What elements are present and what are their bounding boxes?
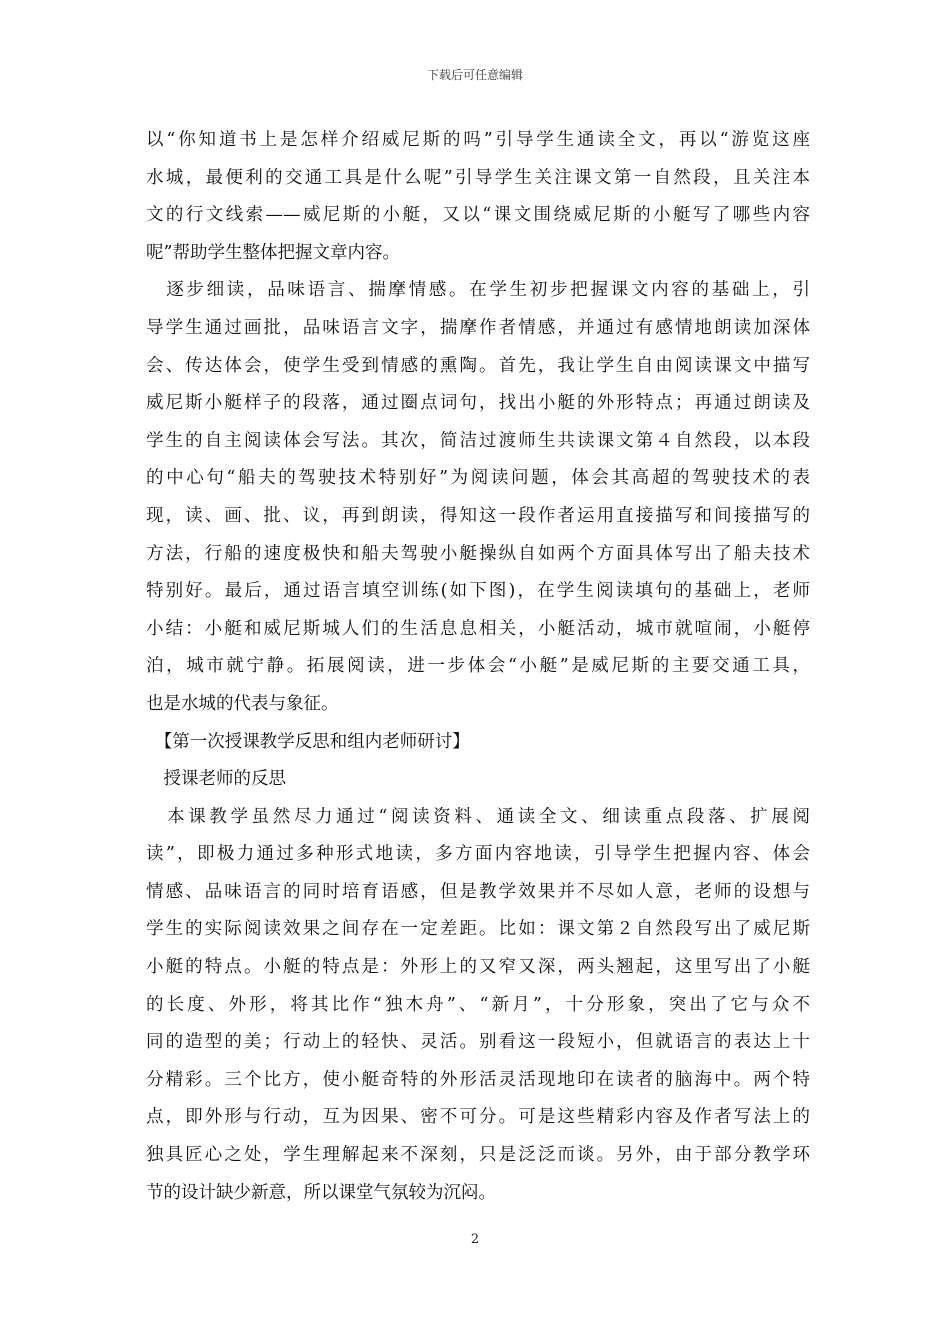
- text-line: 情感、品味语言的同时培育语感，但是教学效果并不尽如人意，老师的设想与: [146, 881, 810, 902]
- text-line: 导学生通过画批，品味语言文字，揣摩作者情感，并通过有感情地朗读加深体: [146, 317, 810, 338]
- text-line: 同的造型的美；行动上的轻快、灵活。别看这一段短小，但就语言的表达上十: [146, 1032, 810, 1053]
- document-body: [146, 122, 810, 1212]
- text-line: 泊，城市就宁静。拓展阅读，进一步体会“小艇”是威尼斯的主要交通工具，: [146, 656, 810, 677]
- text-line: 方法，行船的速度极快和船夫驾驶小艇操纵自如两个方面具体写出了船夫技术: [146, 543, 810, 564]
- text-line: 也是水城的代表与象征。: [146, 693, 339, 714]
- section-heading: 【第一次授课教学反思和组内老师研讨】: [146, 731, 470, 752]
- text-line: 的中心句“船夫的驾驶技术特别好”为阅读问题，体会其高超的驾驶技术的表: [146, 468, 810, 489]
- text-line: 现，读、画、批、议，再到朗读，得知这一段作者运用直接描写和间接描写的: [146, 505, 810, 526]
- text-line: 会、传达体会，使学生受到情感的熏陶。首先，我让学生自由阅读课文中描写: [146, 355, 810, 376]
- text-line: 文的行文线索——威尼斯的小艇，又以“课文围绕威尼斯的小艇写了哪些内容: [146, 205, 810, 226]
- text-line: 学生的实际阅读效果之间存在一定差距。比如：课文第２自然段写出了威尼斯: [146, 919, 810, 940]
- text-line: 呢”帮助学生整体把握文章内容。: [146, 242, 400, 263]
- text-line: 特别好。最后，通过语言填空训练(如下图)，在学生阅读填句的基础上，老师: [146, 581, 810, 602]
- text-line: 本课教学虽然尽力通过“阅读资料、通读全文、细读重点段落、扩展阅: [146, 806, 810, 827]
- text-line: 节的设计缺少新意，所以课堂气氛较为沉闷。: [146, 1182, 496, 1203]
- page-header: 下载后可任意编辑: [426, 68, 523, 82]
- text-line: 的长度、外形，将其比作“独木舟”、“新月”，十分形象，突出了它与众不: [146, 994, 810, 1015]
- text-line: 小艇的特点。小艇的特点是：外形上的又窄又深，两头翘起，这里写出了小艇: [146, 957, 810, 978]
- text-line: 逐步细读，品味语言、揣摩情感。在学生初步把握课文内容的基础上，引: [146, 280, 810, 301]
- text-line: 水城，最便利的交通工具是什么呢”引导学生关注课文第一自然段，且关注本: [146, 167, 810, 188]
- text-line: 读”，即极力通过多种形式地读，多方面内容地读，引导学生把握内容、体会: [146, 844, 810, 865]
- subsection-heading: 授课老师的反思: [146, 769, 286, 790]
- text-line: 分精彩。三个比方，使小艇奇特的外形活灵活现地印在读者的脑海中。两个特: [146, 1069, 810, 1090]
- text-line: 点，即外形与行动，互为因果、密不可分。可是这些精彩内容及作者写法上的: [146, 1107, 810, 1128]
- text-line: 威尼斯小艇样子的段落，通过圈点词句，找出小艇的外形特点；再通过朗读及: [146, 393, 810, 414]
- text-line: 小结：小艇和威尼斯城人们的生活息息相关，小艇活动，城市就喧闹，小艇停: [146, 618, 810, 639]
- text-line: 学生的自主阅读体会写法。其次，简洁过渡师生共读课文第４自然段，以本段: [146, 430, 810, 451]
- text-line: 以“你知道书上是怎样介绍威尼斯的吗”引导学生通读全文，再以“游览这座: [146, 130, 810, 150]
- text-line: 独具匠心之处，学生理解起来不深刻，只是泛泛而谈。另外，由于部分教学环: [146, 1145, 810, 1166]
- page-number: 2: [470, 1232, 480, 1247]
